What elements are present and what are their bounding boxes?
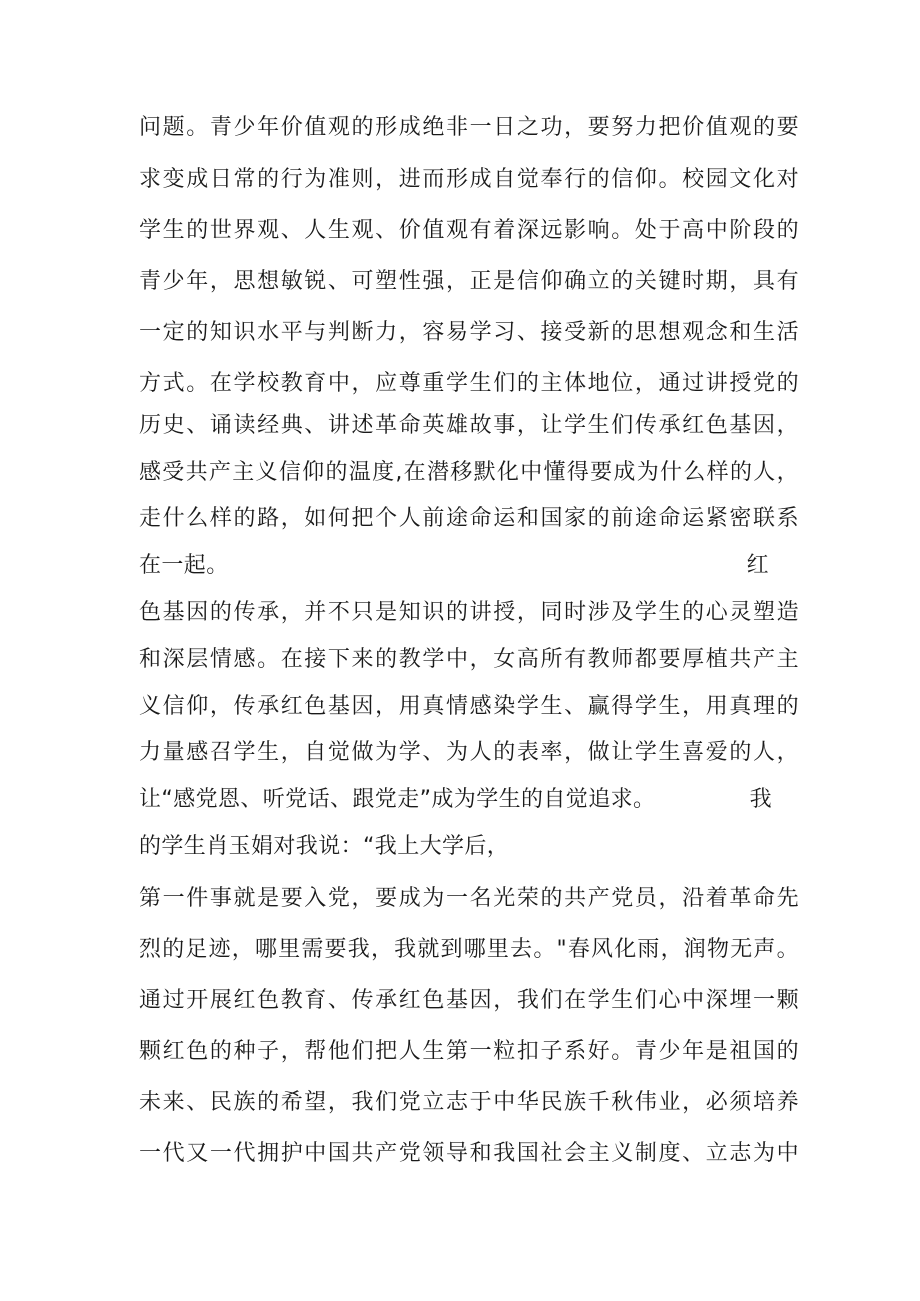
text-line: 问题。青少年价值观的形成绝非一日之功，要努力把价值观的要 [139,115,799,140]
text-line: 感受共产主义信仰的温度,在潜移默化中懂得要成为什么样的人， [139,460,799,485]
text-line: 一定的知识水平与判断力，容易学习、接受新的思想观念和生活 [139,320,799,345]
text-fragment: 红 [746,553,769,578]
text-line: 力量感召学生，自觉做为学、为人的表率，做让学生喜爱的人， [139,740,799,765]
text-line-split [139,546,799,586]
text-line: 第一件事就是要入党，要成为一名光荣的共产党员，沿着革命先 [139,886,799,911]
text-line: 历史、诵读经典、讲述革命英雄故事，让学生们传承红色基因， [139,413,799,438]
text-fragment: 在一起。 [139,553,229,578]
text-line: 的学生肖玉娟对我说：“我上大学后， [139,834,510,859]
text-line: 求变成日常的行为准则，进而形成自觉奉行的信仰。校园文化对 [139,167,799,192]
text-line-split [139,780,799,820]
text-line: 通过开展红色教育、传承红色基因，我们在学生们心中深埋一颗 [139,988,799,1013]
text-line: 义信仰，传承红色基因，用真情感染学生、赢得学生，用真理的 [139,694,799,719]
text-line: 一代又一代拥护中国共产党领导和我国社会主义制度、立志为中 [139,1141,799,1166]
text-line: 未来、民族的希望，我们党立志于中华民族千秋伟业，必须培养 [139,1090,799,1115]
text-line: 烈的足迹，哪里需要我，我就到哪里去。"春风化雨，润物无声。 [139,937,799,962]
text-fragment: 我 [749,787,772,812]
text-line: 学生的世界观、人生观、价值观有着深远影响。处于高中阶段的 [139,218,799,243]
text-line: 颗红色的种子，帮他们把人生第一粒扣子系好。青少年是祖国的 [139,1039,799,1064]
text-line: 青少年，思想敏锐、可塑性强，正是信仰确立的关键时期，具有 [139,269,799,294]
text-line: 方式。在学校教育中，应尊重学生们的主体地位，通过讲授党的 [139,371,799,396]
text-fragment: 让“感党恩、听党话、跟党走”成为学生的自觉追求。 [139,787,656,812]
text-line: 和深层情感。在接下来的教学中，女高所有教师都要厚植共产主 [139,647,799,672]
text-line: 走什么样的路，如何把个人前途命运和国家的前途命运紧密联系 [139,506,799,531]
text-line: 色基因的传承，并不只是知识的讲授，同时涉及学生的心灵塑造 [139,600,799,625]
